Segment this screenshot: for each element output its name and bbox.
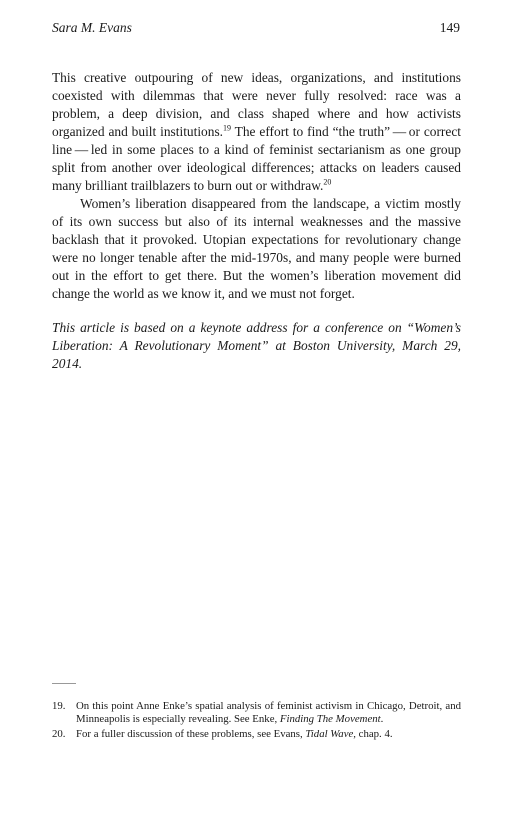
- footnote-title: Tidal Wave: [305, 728, 354, 740]
- footnote-end: .: [380, 713, 384, 725]
- footnote-text: On this point Anne Enke’s spatial analysis of feminist activism in Chicago, Detroit, and Minneapolis is especially revealing. See Enke,: [76, 700, 461, 725]
- footnote-divider: [52, 683, 76, 684]
- footnote-number: 20.: [52, 728, 66, 740]
- page-number: 149: [439, 20, 460, 35]
- running-header: [52, 20, 460, 38]
- article-body: [52, 69, 461, 386]
- footnote-19: [52, 700, 461, 726]
- footnote-20: [52, 728, 461, 741]
- footnote-number: 19.: [52, 700, 66, 712]
- paragraph-1-text-a: This creative outpouring of new ideas, organizations, and institutions coexisted with dilemmas that were never fully resolved: race was a problem, a deep division, and class shaped where and how activists organized and built institutions.: [52, 70, 461, 139]
- footnote-text: For a fuller discussion of these problems, see Evans,: [76, 728, 306, 740]
- footnotes: [52, 700, 461, 743]
- paragraph-1-text-b: The effort to find “the truth” — or correct line — led in some places to a kind of feminist sectarianism as one group split from another over ideological differences; attacks on leaders caused many brilliant trailblazers to burn out or withdraw.: [52, 124, 461, 193]
- running-head-author: Sara M. Evans: [52, 20, 132, 35]
- footnote-ref-19[interactable]: 19: [223, 123, 232, 133]
- footnote-ref-20[interactable]: 20: [323, 177, 332, 187]
- footnote-title: Finding The Movement: [279, 713, 381, 725]
- article-note: This article is based on a keynote address for a conference on “Women’s Liberation: A Revolutionary Moment” at Boston University, March 29, 2014.: [52, 320, 461, 371]
- paragraph-2: Women’s liberation disappeared from the landscape, a victim mostly of its own success but also of its internal weaknesses and the massive backlash that it provoked. Utopian expectations for revolutionary change were no longer tenable after the mid-1970s, and many people were burned out in the effort to get there. But the women’s liberation movement did change the world as we know it, and we must not forget.: [52, 196, 461, 301]
- footnote-end: , chap. 4.: [353, 728, 393, 740]
- paragraph-1: [52, 69, 461, 195]
